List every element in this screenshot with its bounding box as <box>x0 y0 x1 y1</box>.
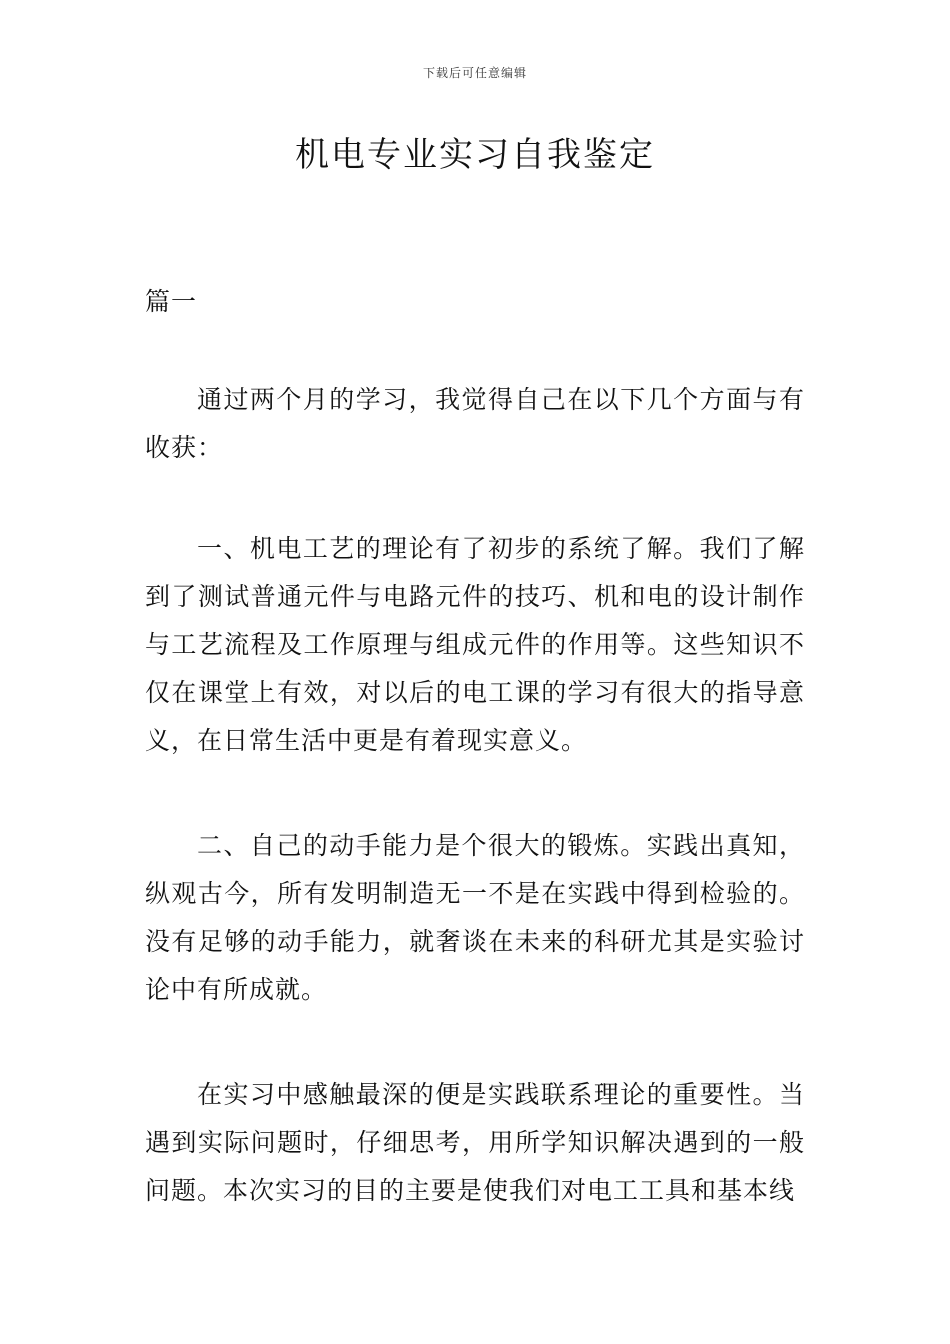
paragraph-point-one: 一、机电工艺的理论有了初步的系统了解。我们了解到了测试普通元件与电路元件的技巧、机和电的设计制作与工艺流程及工作原理与组成元件的作用等。这些知识不仅在课堂上有效，对以后的电工课的学习有很大的指导意义，在日常生活中更是有着现实意义。 <box>145 534 805 755</box>
paragraph-intro: 通过两个月的学习，我觉得自己在以下几个方面与有收获： <box>145 385 805 462</box>
paragraph-reflection: 在实习中感触最深的便是实践联系理论的重要性。当遇到实际问题时，仔细思考，用所学知识解决遇到的一般问题。本次实习的目的主要是使我们对电工工具和基本线 <box>145 1080 805 1205</box>
header-note: 下载后可任意编辑 <box>422 66 527 80</box>
document-title: 机电专业实习自我鉴定 <box>295 135 655 175</box>
paragraph-point-two: 二、自己的动手能力是个很大的锻炼。实践出真知，纵观古今，所有发明制造无一不是在实践中得到检验的。没有足够的动手能力，就奢谈在未来的科研尤其是实验讨论中有所成就。 <box>145 831 805 1004</box>
section-label: 篇一 <box>145 287 198 316</box>
